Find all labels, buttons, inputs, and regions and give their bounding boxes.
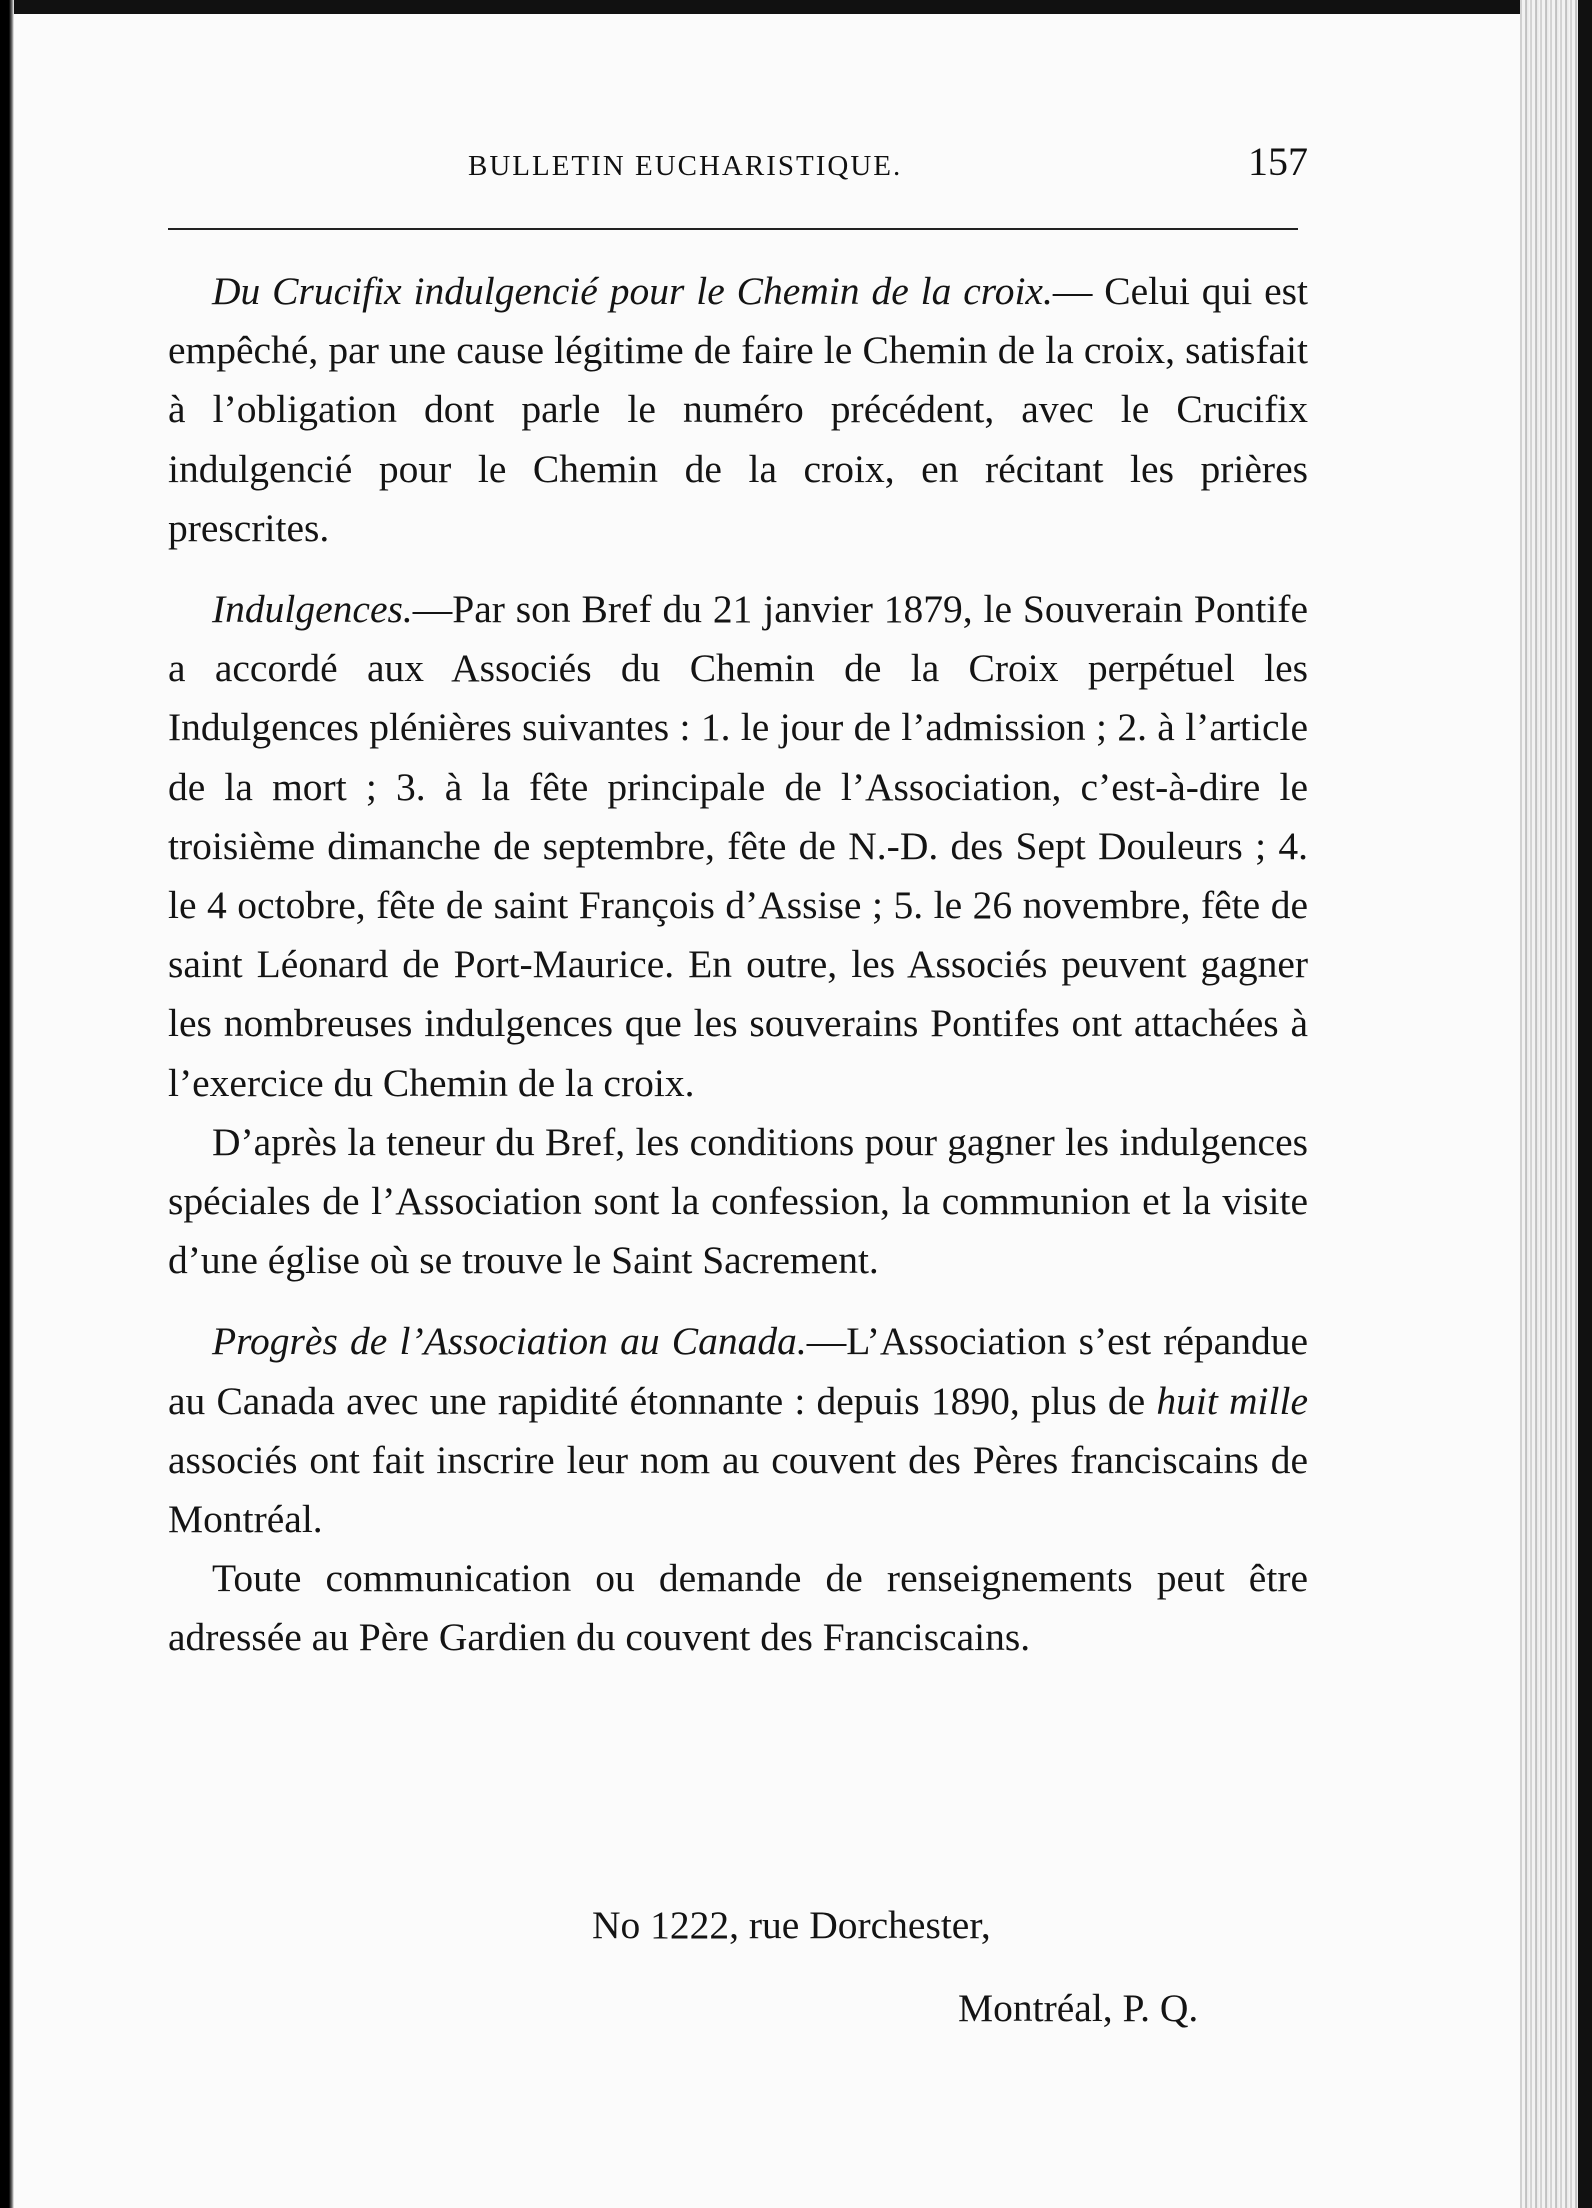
heading-crucifix: Du Crucifix indulgencié pour le Chemin de la croix. <box>212 269 1053 313</box>
paragraph-communication-text: Toute communication ou demande de renseignements peut être adressée au Père Gardien du couvent des Franciscains. <box>168 1556 1308 1660</box>
running-head <box>168 138 1308 194</box>
running-title: BULLETIN EUCHARISTIQUE. <box>468 150 903 182</box>
header-rule <box>168 228 1298 230</box>
paragraph-progres-text-before: —L’Association s’est répandue au Canada avec une rapidité étonnante : depuis 1890, plus de <box>168 1319 1308 1423</box>
emphasis-huit-mille: huit mille <box>1156 1378 1308 1423</box>
paragraph-indulgences-text: —Par son Bref du 21 janvier 1879, le Souverain Pontife a accordé aux Associés du Chemin de la Croix perpétuel les Indulgences plénières suivantes : 1. le jour de l’admission ; 2. à l’article de la mort ; 3. à la fête principale de l’Association, c’est-à-dire le troisième dimanche de septembre, fête de N.-D. des Sept Douleurs ; 4. le 4 octobre, fête de saint François d’Assise ; 5. le 26 novembre, fête de saint Léonard de Port-Maurice. En outre, les Associés peuvent gagner les nombreuses indulgences que les souverains Pontifes ont attachées à l’exercice du Chemin de la croix. <box>168 587 1308 1105</box>
page-number: 157 <box>1248 139 1308 184</box>
paragraph-crucifix-text: — Celui qui est empêché, par une cause légitime de faire le Chemin de la croix, satisfait à l’obligation dont parle le numéro précédent, avec le Crucifix indulgencié pour le Chemin de la croix, en récitant les prières prescrites. <box>168 269 1308 550</box>
address-street: No 1222, rue Dorchester, <box>592 1903 991 1947</box>
scan-top-border <box>0 0 1592 14</box>
paragraph-conditions-text: D’après la teneur du Bref, les conditions pour gagner les indulgences spéciales de l’Association sont la confession, la communion et la visite d’une église où se trouve le Saint Sacrement. <box>168 1119 1308 1283</box>
paragraph-progres <box>168 1312 1308 1549</box>
heading-indulgences: Indulgences. <box>212 587 413 632</box>
paragraph-indulgences <box>168 580 1308 1113</box>
book-page-edges <box>1520 0 1592 2208</box>
address-city: Montréal, P. Q. <box>958 1986 1199 2030</box>
body-text <box>168 262 1308 1668</box>
scan-left-border <box>0 0 14 2208</box>
paragraph-communication <box>168 1549 1308 1667</box>
paragraph-conditions <box>168 1113 1308 1291</box>
paragraph-progres-text-after: associés ont fait inscrire leur nom au couvent des Pères franciscains de Montréal. <box>168 1437 1308 1542</box>
heading-progres: Progrès de l’Association au Canada. <box>212 1319 807 1364</box>
paragraph-crucifix <box>168 262 1308 558</box>
